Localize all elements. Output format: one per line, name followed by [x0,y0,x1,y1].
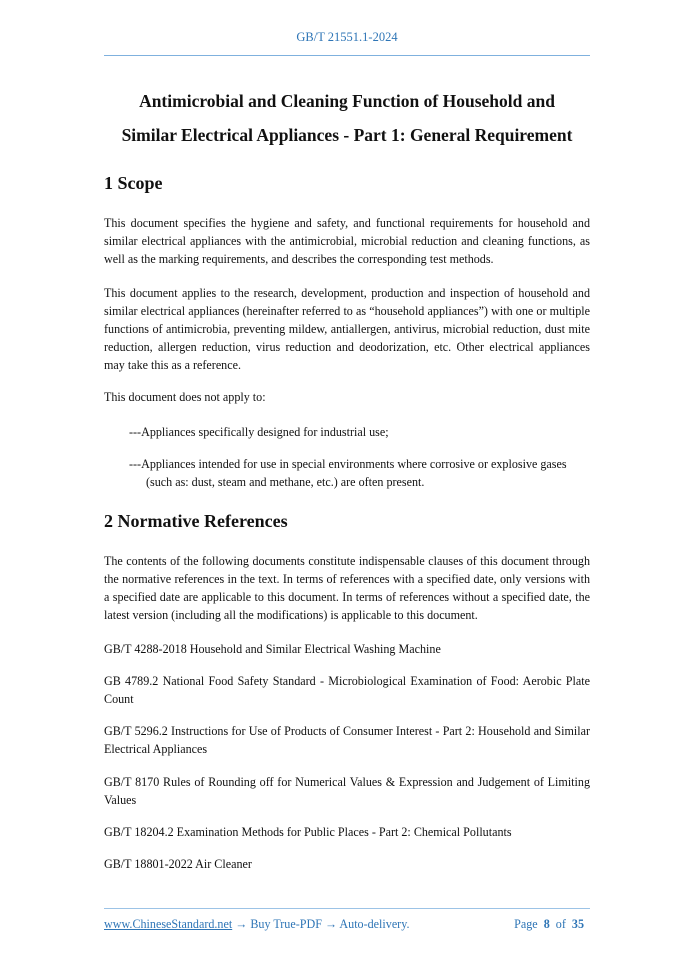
footer-rule [104,908,590,909]
section-heading-normative-references: 2 Normative References [104,511,288,531]
arrow-right-icon: → [324,917,338,931]
document-title [100,84,594,152]
references-intro: The contents of the following documents constitute indispensable clauses of this document through the normative references in the text. In terms of references with a specified date, only versions with a specified date are applicable to this document. In terms of references without a specified date, the latest version (including all the modifications) is applicable to this document. [104,554,590,622]
section-heading-scope: 1 Scope [104,173,163,193]
header-rule [104,55,590,56]
website-link[interactable]: www.ChineseStandard.net [104,917,233,931]
arrow-right-icon: → [235,917,248,931]
scope-paragraph-3: This document does not apply to: [104,390,266,404]
page-of: of [555,917,566,931]
page-total: 35 [571,917,584,931]
exclusion-item [129,455,590,491]
page-footer [104,917,590,932]
delivery-text: Auto-delivery. [337,917,410,931]
reference-item: GB/T 18801-2022 Air Cleaner [104,857,252,871]
reference-item: GB 4789.2 National Food Safety Standard - Microbiological Examination of Food: Aerobic Plate Count [104,674,590,706]
reference-item: GB/T 5296.2 Instructions for Use of Products of Consumer Interest - Part 2: Household and Similar Electrical Appliances [104,724,590,756]
page-label: Page [514,917,538,931]
reference-item: GB/T 4288-2018 Household and Similar Electrical Washing Machine [104,642,441,656]
page-header-code: GB/T 21551.1-2024 [296,30,398,44]
page-current: 8 [543,917,550,931]
buy-text: Buy True-PDF [247,917,325,931]
exclusion-item-continuation: (such as: dust, steam and methane, etc.) are often present. [146,475,425,489]
exclusion-item-text: ---Appliances intended for use in special environments where corrosive or explosive gases [129,457,567,471]
title-line-1: Antimicrobial and Cleaning Function of Household and [139,91,555,111]
footer-promo [104,917,410,932]
reference-item: GB/T 18204.2 Examination Methods for Public Places - Part 2: Chemical Pollutants [104,825,512,839]
title-line-2: Similar Electrical Appliances - Part 1: General Requirement [121,125,573,145]
scope-paragraph-1: This document specifies the hygiene and safety, and functional requirements for household and similar electrical appliances with the antimicrobial, microbial reduction and cleaning functions, as well as the marking requirements, and describes the corresponding test methods. [104,216,590,266]
scope-paragraph-2: This document applies to the research, development, production and inspection of household and similar electrical appliances (hereinafter referred to as “household appliances”) with one or multiple functions of antimicrobia, preventing mildew, antiallergen, antivirus, microbial reduction, dust mite reduction, allergen reduction, virus reduction and deodorization, etc. Other electrical appliances may take this as a reference. [104,286,590,372]
exclusion-item [129,423,590,441]
reference-item: GB/T 8170 Rules of Rounding off for Numerical Values & Expression and Judgement of Limiting Values [104,775,590,807]
page-indicator [514,917,590,932]
exclusion-item-text: ---Appliances specifically designed for industrial use; [129,425,389,439]
